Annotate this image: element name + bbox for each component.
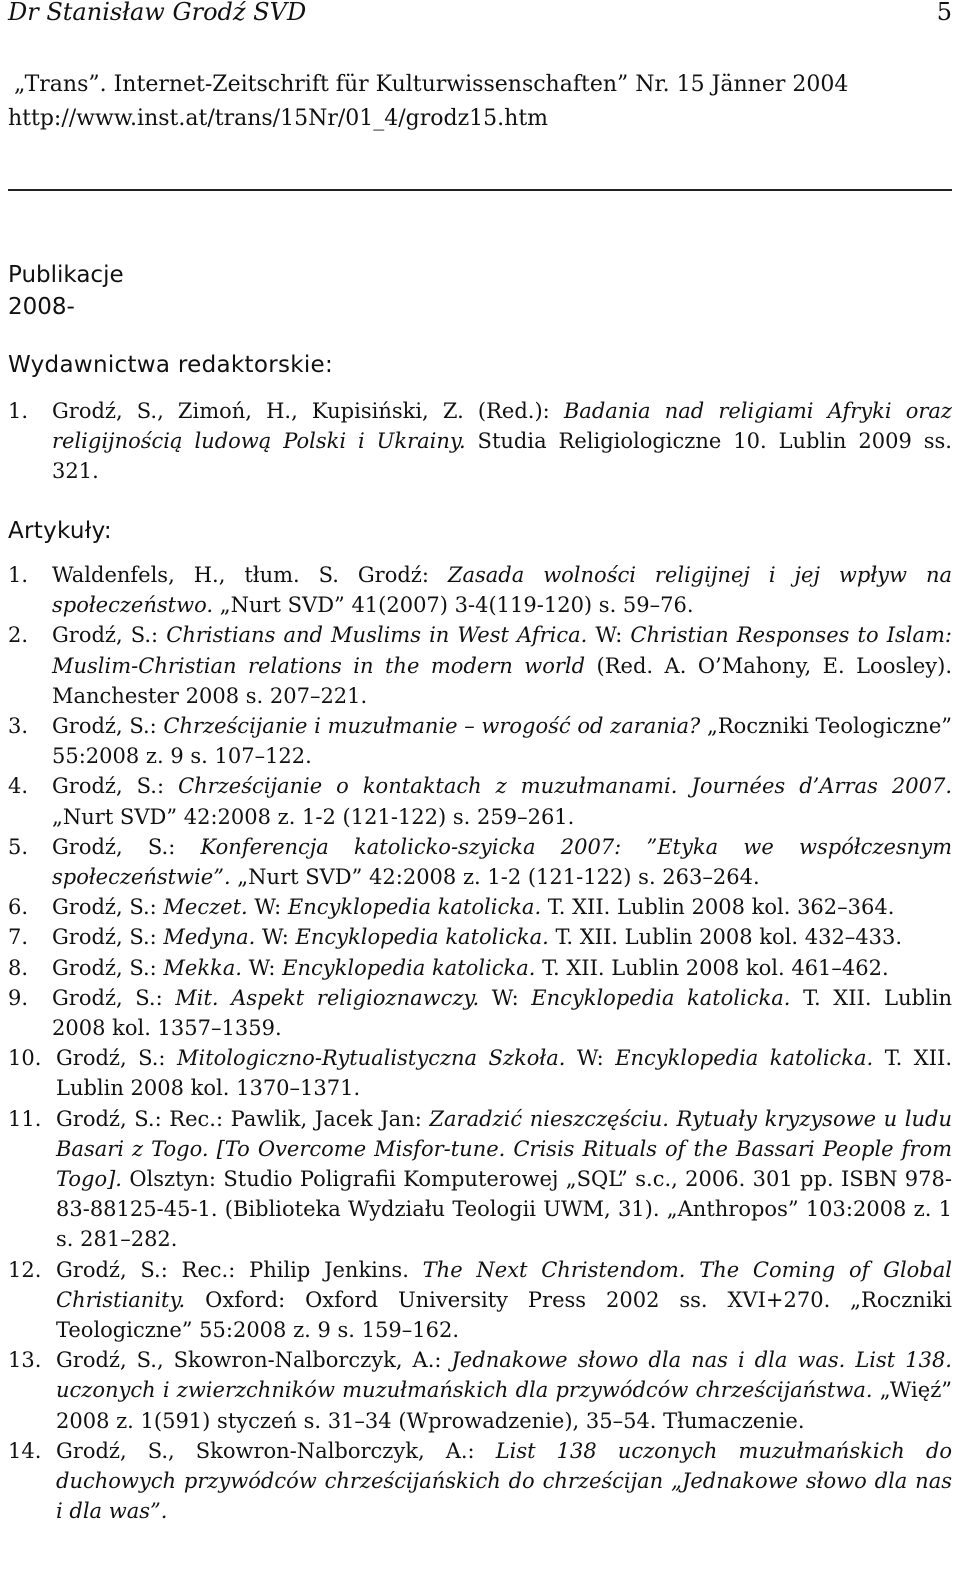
list-item — [8, 620, 952, 711]
item-title-italic: Encyklopedia katolicka. — [282, 955, 536, 980]
item-text: (Red. A. O’Mahony, E. Loosley). Manchester 2008 s. 207–221. — [52, 653, 952, 708]
item-title-italic: Badania nad religiami Afryki oraz religijnością ludową Polski i Ukrainy. — [52, 399, 952, 454]
item-text: Grodź, S.: — [52, 834, 201, 859]
item-title-italic: Encyklopedia katolicka. — [531, 985, 791, 1010]
item-text: Grodź, S., Skowron-Nalborczyk, A.: — [56, 1438, 496, 1463]
item-text: T. XII. Lublin 2008 kol. 1357–1359. — [52, 985, 952, 1041]
running-header — [8, 0, 952, 30]
list-item — [8, 711, 952, 771]
item-text: „Nurt SVD” 42:2008 z. 1-2 (121-122) s. 259–261. — [52, 804, 575, 829]
item-number: 1. — [8, 399, 29, 423]
previous-reference — [8, 68, 948, 136]
item-title-italic: Zasada wolności religijnej i jej wpływ na społeczeństwo. — [52, 563, 952, 618]
item-title-italic: Meczet. — [163, 895, 248, 920]
item-title-italic: List 138 uczonych muzułmańskich do duchowych przywódców chrześcijańskich do chrześcijan „Jednakowe słowo dla nas i dla was”. — [56, 1438, 952, 1524]
section-title: Publikacje — [8, 262, 124, 288]
item-number: 4. — [8, 774, 29, 799]
item-title-italic: Encyklopedia katolicka. — [295, 925, 549, 950]
item-number: 14. — [8, 1438, 42, 1463]
item-text: W: — [587, 623, 631, 648]
item-title-italic: Mit. Aspekt religioznawczy. — [175, 985, 480, 1010]
list-item — [8, 892, 952, 922]
header-author: Dr Stanisław Grodź SVD — [8, 0, 307, 26]
item-title-italic: Zaradzić nieszczęściu. Rytuały kryzysowe u ludu Basari z Togo. [To Overcome Misfor-tune. Crisis Rituals of the Bassari People from Togo]. — [56, 1106, 952, 1192]
list-item — [8, 1043, 952, 1103]
editorial-heading: Wydawnictwa redaktorskie: — [8, 352, 334, 378]
editorial-list — [8, 396, 952, 487]
list-item — [8, 1436, 952, 1527]
item-text: T. XII. Lublin 2008 kol. 432–433. — [548, 925, 903, 950]
item-text: Grodź, S.: — [52, 985, 176, 1010]
item-text: T. XII. Lublin 2008 kol. 362–364. — [541, 895, 895, 920]
item-text: Grodź, S.: — [52, 623, 167, 648]
item-number: 2. — [8, 623, 29, 648]
item-number: 8. — [8, 955, 29, 980]
item-text: „Roczniki Teologiczne” 55:2008 z. 9 s. 107–122. — [52, 714, 952, 769]
previous-reference-line1: „Trans”. Internet-Zeitschrift für Kulturwissenschaften” Nr. 15 Jänner 2004 — [14, 72, 849, 97]
list-item — [8, 1345, 952, 1436]
list-item — [8, 771, 952, 831]
item-title-italic: Encyklopedia katolicka. — [287, 895, 542, 920]
item-text: Grodź, S.: — [52, 774, 179, 799]
item-title-italic: Mitologiczno-Rytualistyczna Szkoła. — [177, 1046, 566, 1071]
item-text: Grodź, S.: Rec.: Philip Jenkins. — [56, 1257, 423, 1282]
list-item — [8, 983, 952, 1043]
page-number: 5 — [936, 0, 952, 26]
item-text: Waldenfels, H., tłum. S. Grodź: — [52, 563, 448, 587]
item-text: Oxford: Oxford University Press 2002 ss. XVI+270. „Roczniki Teologiczne” 55:2008 z. 9 s. 159–162. — [56, 1287, 952, 1343]
item-title-italic: Konferencja katolicko-szyicka 2007: ”Etyka we współczesnym społeczeństwie”. — [52, 834, 952, 890]
section-years: 2008- — [8, 294, 75, 320]
item-text: W: — [247, 895, 288, 920]
item-number: 11. — [8, 1106, 42, 1131]
item-text: Grodź, S., Zimoń, H., Kupisiński, Z. (Red.): — [52, 399, 564, 423]
item-text: „Nurt SVD” 42:2008 z. 1-2 (121-122) s. 263–264. — [230, 865, 760, 890]
articles-list — [8, 560, 952, 1527]
item-text: W: — [255, 925, 296, 950]
item-number: 6. — [8, 895, 29, 920]
item-text: T. XII. Lublin 2008 kol. 1370–1371. — [56, 1046, 953, 1101]
item-text: Grodź, S.: — [52, 955, 164, 980]
item-number: 12. — [8, 1257, 42, 1282]
item-title-italic: Medyna. — [163, 925, 256, 950]
item-number: 1. — [8, 563, 29, 587]
item-text: Olsztyn: Studio Poligrafii Komputerowej „SQL” s.c., 2006. 301 pp. ISBN 978-83-88125-45-1. (Biblioteka Wydziału Teologii UWM, 31). „Anthropos” 103:2008 z. 1 s. 281–282. — [56, 1167, 952, 1252]
item-text: „Nurt SVD” 41(2007) 3-4(119-120) s. 59–76. — [213, 593, 694, 618]
list-item — [8, 396, 952, 487]
item-text: Grodź, S.: — [52, 714, 164, 739]
item-text: Grodź, S.: Rec.: Pawlik, Jacek Jan: — [56, 1106, 430, 1131]
item-text: Grodź, S., Skowron-Nalborczyk, A.: — [56, 1348, 452, 1373]
item-text: Grodź, S.: — [52, 925, 164, 950]
item-number: 9. — [8, 985, 29, 1010]
item-title-italic: Chrześcijanie i muzułmanie – wrogość od zarania? — [163, 714, 701, 739]
item-number: 5. — [8, 834, 29, 859]
item-title-italic: Encyklopedia katolicka. — [615, 1046, 874, 1071]
list-item — [8, 1104, 952, 1255]
list-item — [8, 832, 952, 892]
item-title-italic: Mekka. — [163, 955, 242, 980]
item-text: Grodź, S.: — [52, 895, 164, 920]
list-item — [8, 953, 952, 983]
previous-reference-url: http://www.inst.at/trans/15Nr/01_4/grodz15.htm — [8, 106, 549, 131]
item-title-italic: Christians and Muslims in West Africa. — [166, 623, 588, 648]
item-text: T. XII. Lublin 2008 kol. 461–462. — [535, 955, 889, 980]
horizontal-rule — [8, 189, 952, 191]
item-text: W: — [241, 955, 283, 980]
articles-heading: Artykuły: — [8, 518, 112, 544]
item-number: 13. — [8, 1348, 42, 1373]
list-item — [8, 560, 952, 620]
item-title-italic: The Next Christendom. The Coming of Global Christianity. — [56, 1257, 952, 1312]
item-text: Grodź, S.: — [56, 1046, 177, 1071]
list-item — [8, 1255, 952, 1346]
item-title-italic: Chrześcijanie o kontaktach z muzułmanami. Journées d’Arras 2007. — [178, 774, 952, 799]
item-text: W: — [565, 1046, 616, 1071]
item-text: W: — [479, 985, 532, 1010]
item-text: „Więź” 2008 z. 1(591) styczeń s. 31–34 (Wprowadzenie), 35–54. Tłumaczenie. — [56, 1378, 952, 1433]
item-number: 7. — [8, 925, 29, 950]
item-title-italic: Jednakowe słowo dla nas i dla was. List 138. uczonych i zwierzchników muzułmańskich dla przywódców chrześcijaństwa. — [56, 1348, 952, 1403]
item-title-italic: Christian Responses to Islam: Muslim-Christian relations in the modern world — [52, 623, 952, 678]
item-number: 10. — [8, 1046, 42, 1071]
list-item — [8, 922, 952, 952]
item-text: Studia Religiologiczne 10. Lublin 2009 ss. 321. — [52, 429, 952, 484]
item-number: 3. — [8, 714, 29, 739]
